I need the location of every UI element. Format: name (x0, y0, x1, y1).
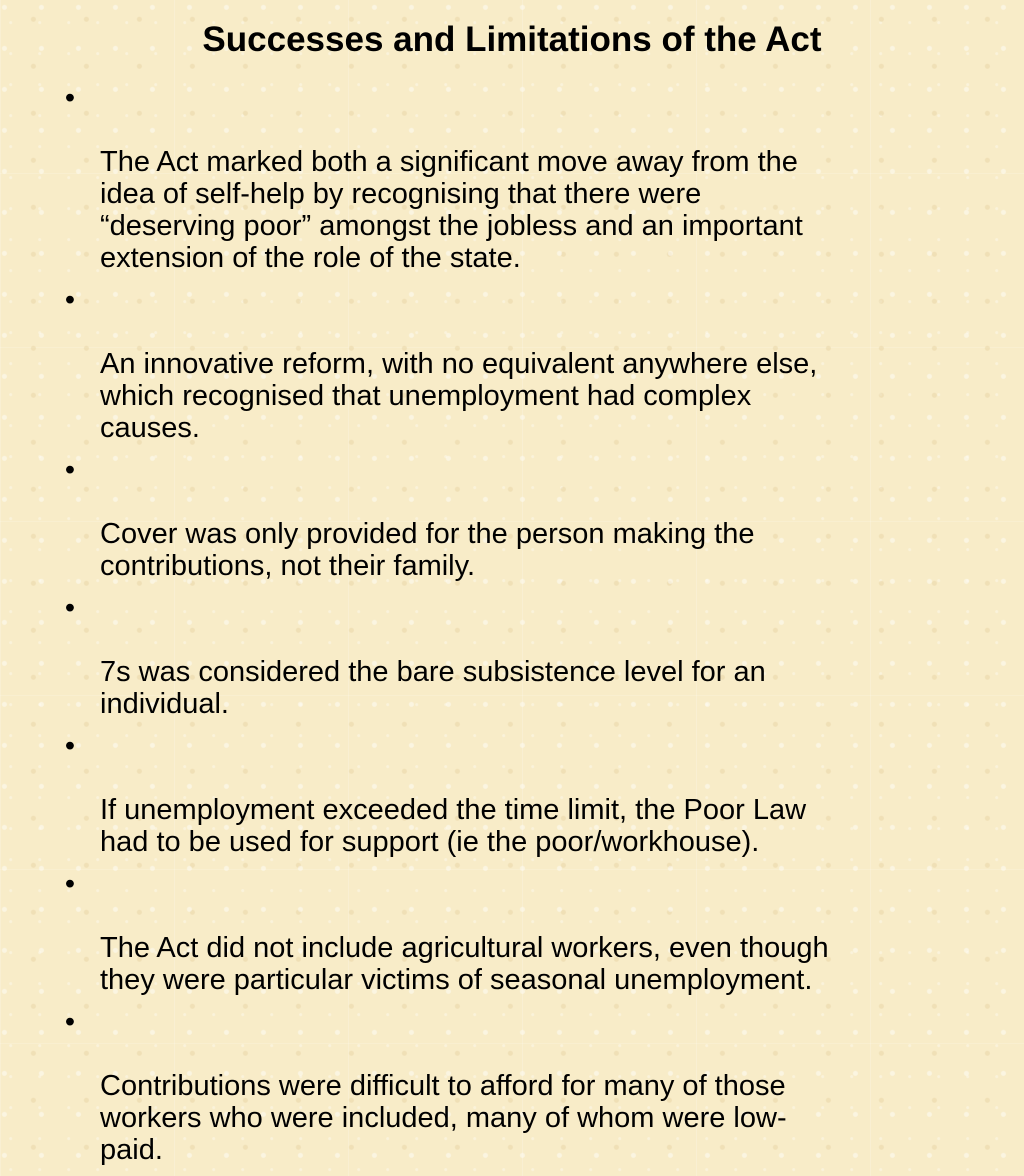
bullet-item (64, 592, 980, 720)
bullet-item (64, 868, 980, 996)
bullet-text: If unemployment exceeded the time limit, the Poor Law had to be used for support (ie the poor/workhouse). (100, 794, 807, 858)
bullet-item (64, 730, 980, 858)
bullet-text: 7s was considered the bare subsistence level for an individual. (100, 656, 766, 720)
bullet-dot-icon: • (64, 730, 76, 762)
bullet-item (64, 82, 980, 274)
bullet-text: Cover was only provided for the person making the contributions, not their family. (100, 518, 755, 582)
bullet-dot-icon: • (64, 284, 76, 316)
bullet-text: The Act marked both a significant move away from the idea of self-help by recognising that there were “deserving poor” amongst the jobless and an important extension of the role of the state. (100, 146, 803, 274)
slide-title: Successes and Limitations of the Act (202, 20, 822, 59)
bullet-text: An innovative reform, with no equivalent anywhere else, which recognised that unemployment had complex causes. (100, 348, 818, 444)
bullet-text: The Act did not include agricultural workers, even though they were particular victims of seasonal unemployment. (100, 932, 829, 996)
bullet-dot-icon: • (64, 1006, 76, 1038)
bullet-dot-icon: • (64, 454, 76, 486)
bullet-item (64, 284, 980, 444)
bullet-list (64, 82, 980, 1176)
bullet-item (64, 1006, 980, 1166)
bullet-dot-icon: • (64, 592, 76, 624)
bullet-dot-icon: • (64, 868, 76, 900)
bullet-item (64, 454, 980, 582)
bullet-text: Contributions were difficult to afford for many of those workers who were included, many of whom were low- paid. (100, 1070, 787, 1166)
bullet-dot-icon: • (64, 82, 76, 114)
